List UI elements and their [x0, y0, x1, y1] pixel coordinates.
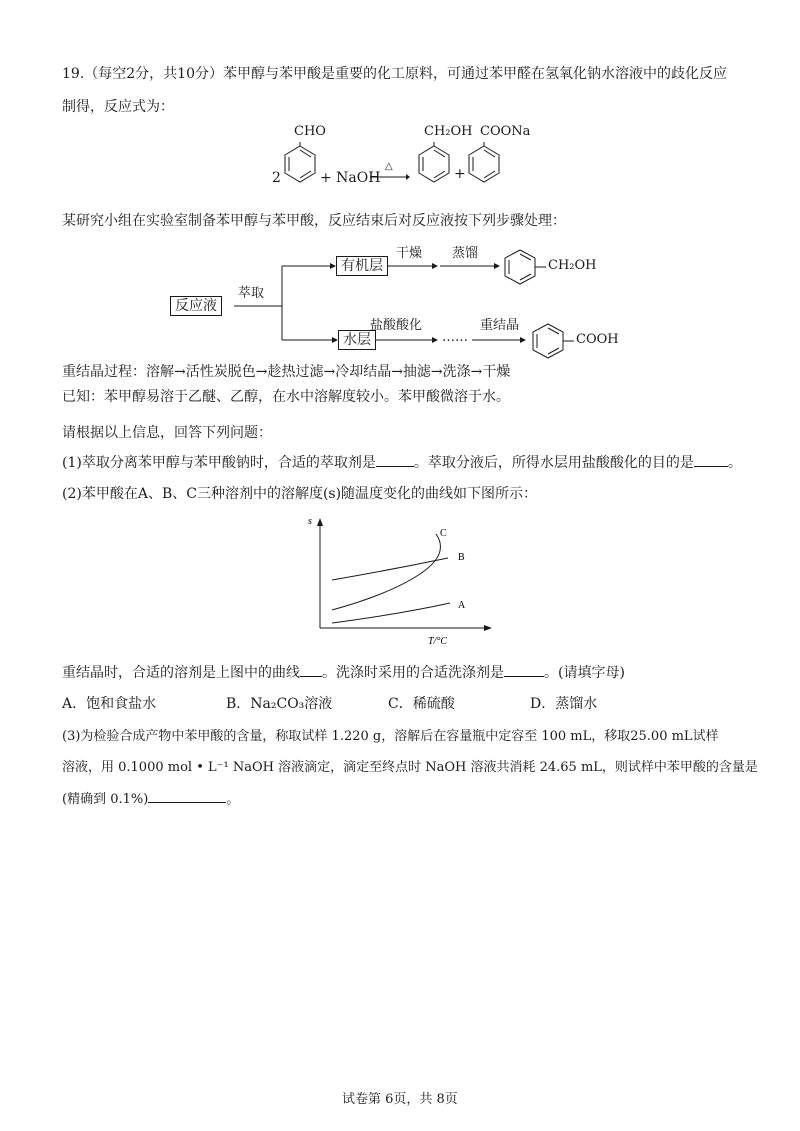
- option-b: B．Na₂CO₃溶液: [226, 696, 333, 712]
- sub-question-1: [62, 452, 742, 473]
- answer-blank-1[interactable]: [376, 452, 414, 467]
- procedure-intro: 某研究小组在实验室制备苯甲醇与苯甲酸，反应结束后对反应液按下列步骤处理：: [62, 213, 566, 229]
- label-extract: 萃取: [238, 286, 265, 301]
- benzene-ring-acid: [530, 322, 576, 360]
- q19-points: （每空2分，共10分）: [84, 66, 223, 82]
- sub3-line2: 溶液，用 0.1000 mol • L⁻¹ NaOH 溶液滴定，滴定至终点时 NaOH 溶液共消耗 24.65 mL，则试样中苯甲酸的含量是: [62, 760, 758, 775]
- benzene-ring-product2: [466, 142, 502, 196]
- reaction-coef: 2: [272, 170, 281, 186]
- reactant-cho: CHO: [294, 124, 326, 139]
- answer-blank-2[interactable]: [694, 452, 728, 467]
- benzene-ring-alcohol: [502, 248, 548, 286]
- recrystallization-process: 重结晶过程：溶解→活性炭脱色→趁热过滤→冷却结晶→抽滤→洗涤→干燥: [62, 364, 511, 380]
- sub2-text-b: 。洗涤时采用的合适洗涤剂是: [322, 665, 504, 681]
- curve-c-label: C: [440, 528, 447, 539]
- curve-a-label: A: [458, 600, 466, 611]
- box-aqueous-layer: 水层: [338, 330, 376, 350]
- label-recrystallize: 重结晶: [480, 318, 520, 333]
- option-a: A．饱和食盐水: [62, 696, 157, 712]
- curve-a: [332, 603, 450, 623]
- sub3-text: (精确到 0.1%): [62, 792, 149, 807]
- x-axis-arrow: [484, 625, 492, 631]
- sub2-answer-line: [62, 662, 625, 683]
- heat-condition: △: [385, 161, 393, 172]
- y-axis-arrow: [317, 518, 323, 526]
- box-reaction-liquid: 反应液: [170, 296, 222, 316]
- y-axis-label: s: [308, 516, 312, 527]
- box-organic-layer: 有机层: [336, 256, 388, 276]
- known-info: 已知：苯甲醇易溶于乙醚、乙醇，在水中溶解度较小。苯甲酸微溶于水。: [62, 389, 510, 405]
- sub3-line3: [62, 788, 239, 810]
- answer-prompt: 请根据以上信息，回答下列问题：: [62, 425, 272, 441]
- reaction-arrow: [370, 172, 410, 182]
- sub1-text-a: (1)萃取分离苯甲醇与苯甲酸钠时，合适的萃取剂是: [62, 455, 376, 471]
- curve-b: [332, 558, 448, 580]
- label-distill: 蒸馏: [452, 246, 479, 261]
- sub1-text-c: 。: [727, 455, 742, 471]
- curve-c: [332, 534, 440, 610]
- sub2-text-a: 重结晶时，合适的溶剂是上图中的曲线: [62, 665, 300, 681]
- label-dry: 干燥: [396, 246, 423, 261]
- sub2-text-c: 。(请填字母): [544, 665, 625, 681]
- solubility-chart: [300, 510, 500, 650]
- x-axis-label: T/°C: [428, 636, 448, 647]
- reaction-plus: +: [454, 166, 466, 182]
- answer-blank-4[interactable]: [504, 662, 544, 677]
- procedure-flow: [170, 236, 690, 360]
- product-coona: COONa: [480, 124, 531, 139]
- label-acidify: 盐酸酸化: [370, 318, 423, 333]
- q19-intro-1: 苯甲醇与苯甲酸是重要的化工原料，可通过苯甲醛在氢氧化钠水溶液中的歧化反应: [223, 66, 727, 82]
- reactant-naoh: + NaOH: [320, 170, 381, 186]
- curve-b-label: B: [458, 552, 465, 563]
- benzene-ring-product1: [416, 142, 452, 196]
- sub3-line1: (3)为检验合成产物中苯甲酸的含量，称取试样 1.220 g，溶解后在容量瓶中定容至 100 mL，移取25.00 mL试样: [62, 729, 719, 744]
- product-alcohol-group: CH₂OH: [548, 258, 597, 273]
- q19-number: 19.: [62, 66, 85, 82]
- benzene-ring-reactant: [282, 142, 318, 196]
- answer-blank-3[interactable]: [300, 662, 322, 677]
- product-ch2oh: CH₂OH: [424, 124, 473, 139]
- reaction-equation: [270, 120, 570, 200]
- label-dots: ……: [442, 330, 468, 345]
- option-c: C．稀硫酸: [388, 696, 455, 712]
- option-d: D．蒸馏水: [530, 696, 598, 712]
- q19-intro-2: 制得，反应式为：: [62, 99, 174, 115]
- product-acid-group: COOH: [576, 332, 619, 347]
- sub-question-2: (2)苯甲酸在A、B、C三种溶剂中的溶解度(s)随温度变化的曲线如下图所示：: [62, 486, 538, 502]
- q19-intro-line1: [62, 64, 727, 84]
- answer-blank-5[interactable]: [148, 788, 226, 803]
- sub3-end: 。: [226, 792, 240, 807]
- page-footer: 试卷第 6页，共 8页: [342, 1092, 458, 1107]
- sub1-text-b: 。萃取分液后，所得水层用盐酸酸化的目的是: [413, 455, 694, 471]
